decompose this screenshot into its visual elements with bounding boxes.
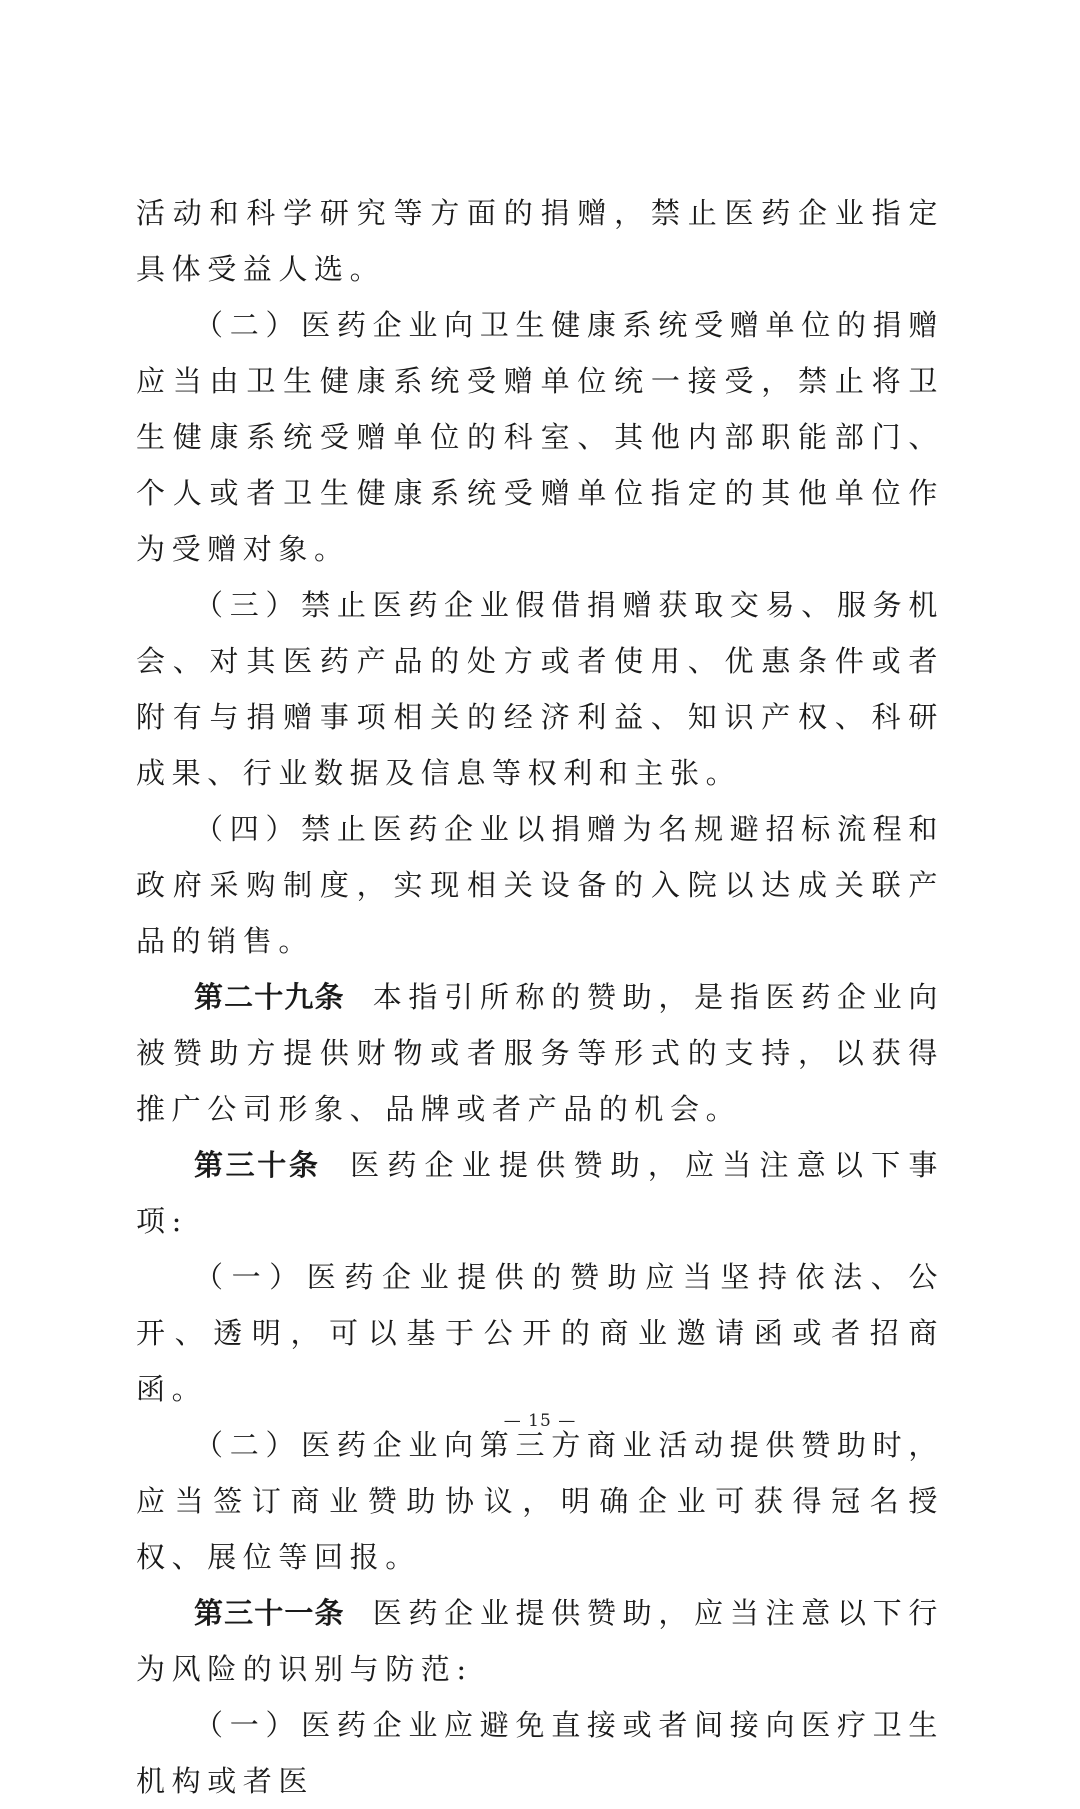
article-label: 第三十条 [194,1148,321,1182]
paragraph-text: （二）医药企业向第三方商业活动提供赞助时，应当签订商业赞助协议，明确企业可获得冠名授权、展位等回报。 [136,1428,944,1574]
article-29 [136,969,944,1137]
paragraph-clause-2 [136,1417,944,1585]
paragraph-text: 本指引所称的赞助，是指医药企业向被赞助方提供财物或者服务等形式的支持，以获得推广公司形象、品牌或者产品的机会。 [136,980,944,1126]
paragraph-clause-2 [136,297,944,577]
paragraph-text: （三）禁止医药企业假借捐赠获取交易、服务机会、对其医药产品的处方或者使用、优惠条件或者附有与捐赠事项相关的经济利益、知识产权、科研成果、行业数据及信息等权利和主张。 [136,588,944,790]
paragraph-text: （一）医药企业应避免直接或者间接向医疗卫生机构或者医 [136,1708,944,1798]
paragraph-continuation [136,185,944,297]
article-label: 第二十九条 [194,980,345,1014]
paragraph-text: 活动和科学研究等方面的捐赠，禁止医药企业指定具体受益人选。 [136,196,944,286]
paragraph-text: （一）医药企业提供的赞助应当坚持依法、公开、透明，可以基于公开的商业邀请函或者招商函。 [136,1260,944,1406]
article-30 [136,1137,944,1249]
article-label: 第三十一条 [194,1596,345,1630]
article-31 [136,1585,944,1697]
paragraph-text: 医药企业提供赞助，应当注意以下事项: [136,1148,944,1238]
document-body [136,185,944,1809]
paragraph-text: （四）禁止医药企业以捐赠为名规避招标流程和政府采购制度，实现相关设备的入院以达成关联产品的销售。 [136,812,944,958]
paragraph-clause-1 [136,1697,944,1809]
paragraph-text: （二）医药企业向卫生健康系统受赠单位的捐赠应当由卫生健康系统受赠单位统一接受，禁止将卫生健康系统受赠单位的科室、其他内部职能部门、个人或者卫生健康系统受赠单位指定的其他单位作为受赠对象。 [136,308,944,566]
paragraph-clause-4 [136,801,944,969]
page-number: — 15 — [503,1411,577,1431]
paragraph-clause-3 [136,577,944,801]
paragraph-clause-1 [136,1249,944,1417]
paragraph-text: 医药企业提供赞助，应当注意以下行为风险的识别与防范: [136,1596,944,1686]
